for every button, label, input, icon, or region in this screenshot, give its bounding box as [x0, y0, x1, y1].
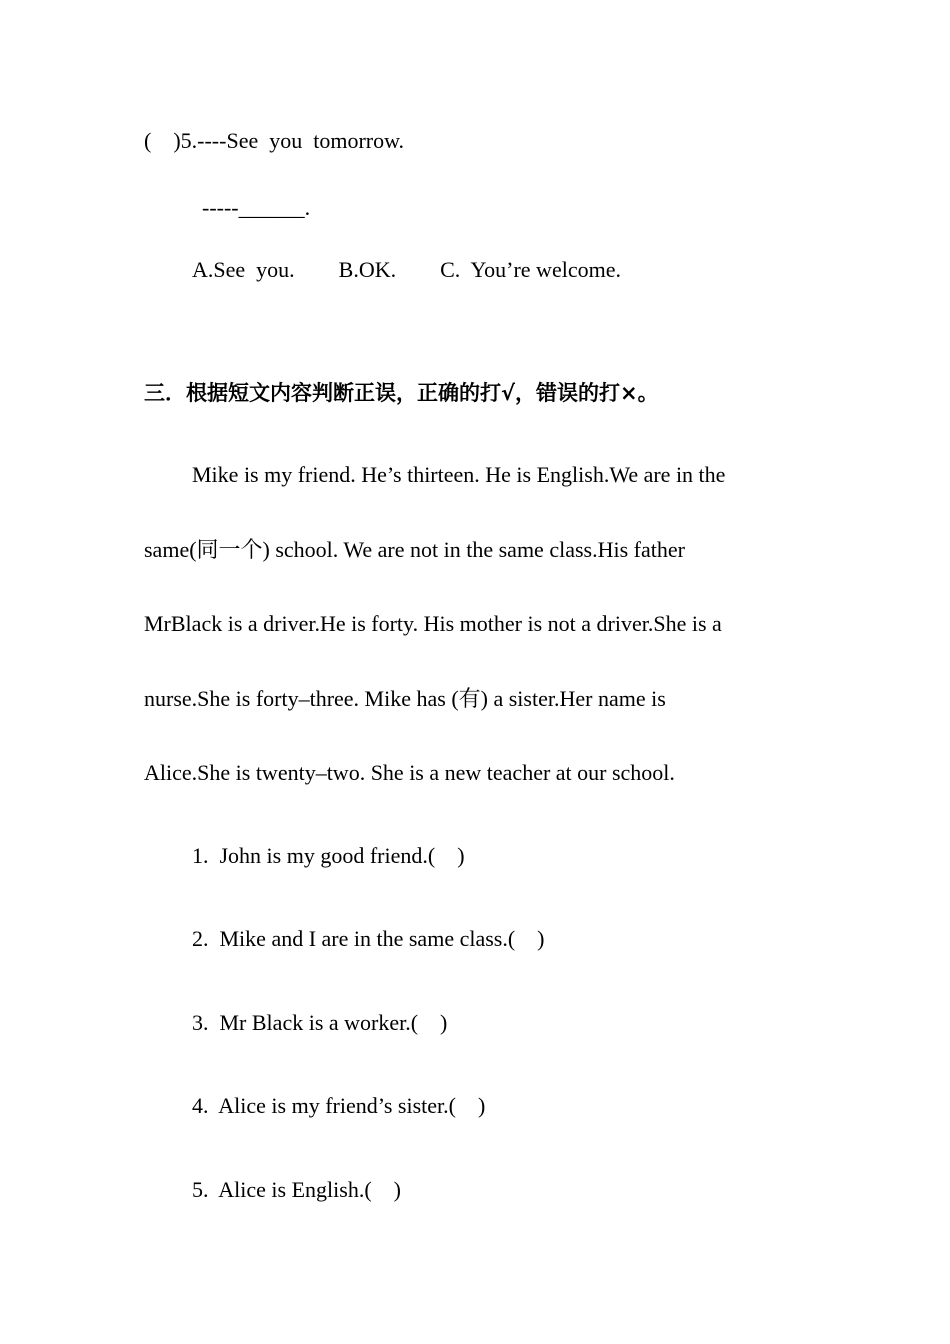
statement-2: 2. Mike and I are in the same class.( ): [192, 926, 545, 951]
question-5-answer-blank: -----______.: [202, 195, 311, 220]
passage-line: same(同一个) school. We are not in the same class.His father: [144, 537, 685, 562]
passage-line: MrBlack is a driver.He is forty. His mother is not a driver.She is a: [144, 611, 722, 636]
passage-line: Alice.She is twenty–two. She is a new teacher at our school.: [144, 760, 675, 785]
statement-5: 5. Alice is English.( ): [192, 1177, 401, 1202]
statement-4: 4. Alice is my friend’s sister.( ): [192, 1093, 486, 1118]
statement-3: 3. Mr Black is a worker.( ): [192, 1010, 448, 1035]
statement-1: 1. John is my good friend.( ): [192, 843, 465, 868]
passage-line: Mike is my friend. He’s thirteen. He is English.We are in the: [192, 462, 726, 487]
section-3-heading: 三．根据短文内容判断正误，正确的打√，错误的打×。: [144, 381, 659, 405]
passage-line: nurse.She is forty–three. Mike has (有) a sister.Her name is: [144, 686, 666, 711]
question-5-options: A.See you. B.OK. C. You’re welcome.: [192, 257, 621, 282]
question-5-prompt: ( )5.----See you tomorrow.: [144, 128, 405, 153]
